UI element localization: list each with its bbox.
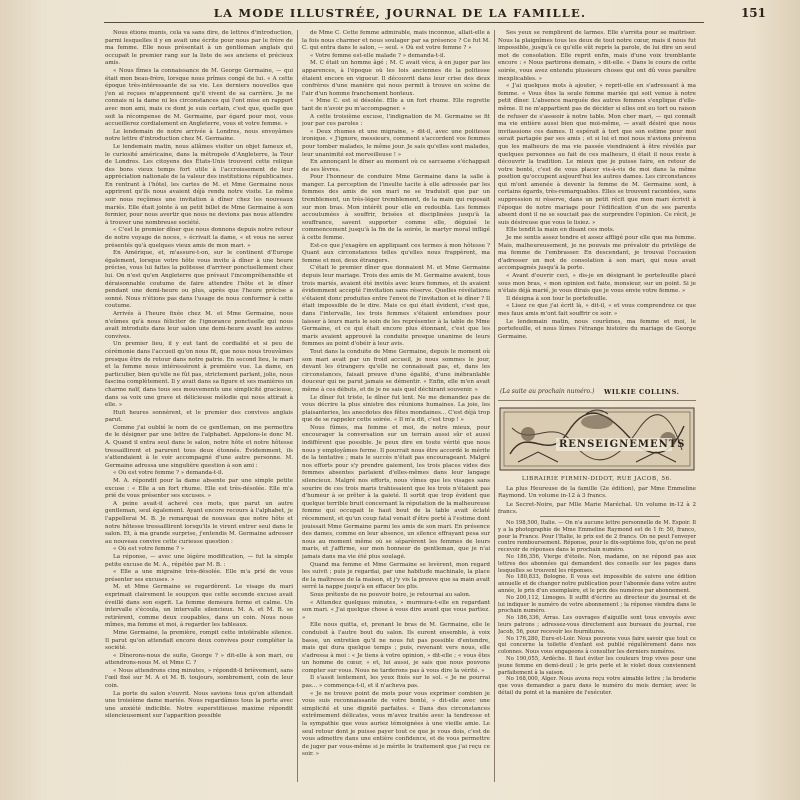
bookshop-line: LIBRAIRIE FIRMIN-DIDOT, RUE JACOB, 56. [521, 476, 673, 482]
paragraph: Le lendemain matin, nous allâmes visiter un objet fameux et, le curiosité américaine, dans la métropole d'Angleterre, la Tour de Londres. Les citoyens des États-Unis trouvent cette relique des bons vieux temps fort utile à l'accroissement de leur appréciation nationale de la valeur des institutions républicaines. En rentrant à l'hôtel, les cartes de M. et Mme Germaine nous apprirent qu'ils nous avaient déjà rendu notre visite. Le même soir nous reçûmes une invitation à dîner chez les nouveaux mariés. Elle était jointe à un petit billet de Mme Germaine à son fermier, pour nous avertir que nous ne devions pas nous attendre à trouver une nombreuse société. [105, 143, 293, 226]
paragraph: Le lendemain matin, nous courûmes, ma femme et moi, le portefeuille, et nous lûmes l'étrange histoire du mariage de George Germaine. [498, 318, 696, 340]
paragraph: No 168,000, Alger. Nous avons reçu votre aimable lettre ; la broderie que vous demandez a paru dans le numéro du mois dernier, avec le détail du point et la manière de l'exécuter. [498, 676, 696, 696]
renseignements-banner [498, 404, 696, 472]
renseignements-heading: RENSEIGNEMENTS [556, 438, 672, 451]
text-column-1 [105, 30, 293, 782]
paragraph: « Dînerons-nous de suite, George ? » dit-elle à son mari, ou attendrons-nous M. et Mme C. ? [105, 652, 293, 667]
paragraph: « Elle a une migraine très-désolée. Elle m'a prié de vous présenter ses excuses. » [105, 569, 293, 583]
paragraph: de Mme C. Cette femme admirable, mais inconnue, allait-elle à la fois nous charmer et nous soulager par sa présence ? Ce fut M. C. qui entra dans le salon, — seul. « Où est votre femme ? » [302, 30, 490, 52]
paragraph: A cette troisième excuse, l'indignation de M. Germaine se fit jour par ces paroles : [302, 113, 490, 128]
paragraph: La porte du salon s'ouvrit. Nous savions tous qu'on attendait une troisième dame mariée. Nous regardâmes tous la porte avec une anxiété indicible. Notre superstitieuse maxime répondit silencieusement sur l'apparition possible [105, 690, 293, 720]
paragraph: Nous fûmes, ma femme et moi, de notre mieux, pour encourager la conversation sur un terrain aussi sûr et aussi indifférent que possible. Je peux dire en toute vérité que nous nous y employâmes ferme. Il pourrait nous être accordé le mérite de la tentative ; mais le succès n'était pas encourageant. Malgré nos efforts pour s'y prendre gaiement, les trois places vides des femmes absentes parlaient d'elles-mêmes dans leur langage silencieux. Malgré nos efforts, nous vîmes que les visages sans sourire de ces trois maris trahissaient que les trois n'étaient pas d'humeur à se prêter à la gaieté. Il sortit que trop évident que quelque terrible bruit concernant la réputation de la malheureuse femme qui occupait le haut bout de la table avait éclaté récemment, et qu'un coup fatal venait d'être porté à l'estime dont jouissait Mme Germaine parmi les amis de son mari. En présence des dames, comme en leur absence, un silence effrayant pesa sur nous au moment même où se séparèrent les femmes de leurs maris, et j'affirme, sur mon honneur de gentleman, que je n'ai jamais dans ma vie été plus soulagé. [302, 424, 490, 560]
paragraph: « C'est le premier dîner que nous donnons depuis notre retour de notre voyage de noces, » écrivait la dame, « et vous ne serez présentés qu'à quelques vieux amis de mon mari. » [105, 227, 293, 249]
paragraph: « Avant d'ouvrir ceci, » dis-je en désignant le portefeuille placé sous mon bras, « mon opinion est faite, monsieur, sur un point. Si je n'étais déjà marié, je vous dirais que je vous envie votre femme. » [498, 273, 696, 295]
paragraph: Elle tendit la main en disant ces mots. [506, 227, 615, 234]
paragraph: « Deux rhumes et une migraine, » dit-il, avec une politesse ironique. « J'ignore, messieurs, comment s'accordent vos femmes pour tomber malades, le même jour. Je sais qu'elles sont malades, leur unanimité est merveilleuse ! » [302, 128, 490, 158]
page-number: 151 [740, 6, 766, 20]
paragraph: « Lisez ce que j'ai écrit là, » dit-il, « et vous comprendrez ce que mes faux amis m'ont fait souffrir ce soir. » [498, 303, 696, 317]
paragraph: Le lendemain de notre arrivée à Londres, nous envoyâmes notre lettre d'introduction chez M. Germaine. [105, 128, 293, 143]
article-end-rule [498, 400, 696, 401]
paragraph: Tout dans la conduite de Mme Germaine, depuis le moment où son mari avait par un froid accueil, je nous sommes le jour, devant les étrangers qu'elle ne connaissait pas, et, dans les circonstances, faisait preuve d'une égalité, d'une inébranlable douceur qui ne parut jamais se démentir. « Enfin, elle m'en avait même à ces débuts, et de je ne sais quel déchirant souvenir. » [302, 348, 490, 393]
continuation-note: (La suite au prochain numéro.) [500, 388, 595, 395]
paragraph: « Attendez quelques minutes, » murmura-t-elle en regardant son mari. « J'ai quelque chose à vous dire avant que vous partiez. » [302, 599, 490, 621]
paragraph: « Où est votre femme ? » demanda-t-il. [113, 470, 224, 477]
paragraph: Huit heures sonnèrent, et le premier des convives anglais parut. [105, 409, 293, 424]
paragraph: C'était le premier dîner que donnaient M. et Mme Germaine depuis leur mariage. Trois des amis de M. Germaine avaient, tous trois mariés, avaient été invités avec leurs femmes, et ils avaient évidemment accepté l'invitation sans réserve. Quelles révélations s'étaient donc produites entre l'envoi de l'invitation et le dîner ? Il était impossible de le dire. Mais ce qui était évident, c'est que, dans l'intervalle, les trois femmes s'étaient entendues pour laisser à leurs maris le soin de les représenter à la table de Mme Germaine, et ce qui était encore plus étonnant, c'est que les maris avaient approuvé la conduite presque unanime de leurs femmes au point d'obéir à leur avis. [302, 265, 490, 348]
column-divider [297, 30, 298, 782]
paragraph: « Nous attendrons cinq minutes, » répondit-il brièvement, sans l'œil fixé sur M. A et M. B. toujours, sombrement, coin de leur coin. [105, 667, 293, 690]
author-signature: WILKIE COLLINS. [604, 388, 680, 396]
paragraph: Comme j'ai oublié le nom de ce gentleman, on me permettra de le désigner par une lettre de l'alphabet. Appelons-le donc M. A. Quand il entra seul dans le salon, notre hôte et notre hôtesse tressaillirent et parurent tous deux étonnés. Évidemment, ils s'attendaient à le voir accompagné d'une autre personne. M. Germaine adressa une singulière question à son ami : [105, 424, 293, 469]
book-notices [498, 486, 696, 518]
paragraph: Arrivés à l'heure fixée chez M. et Mme Germaine, nous n'eûmes qu'à nous féliciter de l'ignorance ponctuelle qui nous avait introduits dans leur salon une demi-heure avant les autres convives. [105, 310, 293, 340]
paragraph: « Mme C. est si désolée. Elle a un fort rhume. Elle regrette tant de n'avoir pu m'accompagner. » [302, 98, 490, 112]
paragraph: Pour l'honneur de conduire Mme Germaine dans la salle à manger. La perception de l'insulte tacite à elle adressée par les femmes des amis de son mari ne se traduisit que par un tremblement, un très-léger tremblement, de la main qui reposait sur mon bras. Mon intérêt pour elle en redoubla. Les femmes accoutumées à souffrir, brisées et disciplinées jusqu'à la souffrance, savent supporter comme elle, déguisé le commencement jusqu'à la fin de la soirée, le martyr moral infligé à cette femme. [302, 174, 490, 242]
paragraph: M. et Mme Germaine se regardèrent. Le visage du mari exprimait clairement le soupçon que cette seconde excuse avait éveillé dans son esprit. La femme demeura ferme et calme. Un intervalle s'écoula, un intervalle silencieux. M. A. et M. B. se retirèrent, comme deux coupables, dans un coin. Nous nous mîmes, ma femme et moi, à regarder les tableaux. [105, 584, 293, 629]
paragraph: Est-ce que j'exagère en appliquant ces termes à mon hôtesse ? Quant aux circonstances telles qu'elles nous frappèrent, ma femme et moi, deux étrangers. [302, 242, 490, 264]
paragraph: « Où est votre femme ? » [113, 546, 185, 553]
paragraph: No 186,356, Vierge d'étoile. Non, madame, on ne répond pas aux lettres des abonnées qui demandent des conseils sur les pages dans lesquelles se trouvent les réponses. [498, 553, 696, 574]
paragraph: Quand ma femme et Mme Germaine se levèrent, mon regard les suivit ; puis je regardai, par une habitude machinale, la place de la maîtresse de la maison, et j'y vis la preuve que sa main avait serré la nappe jusqu'à en effacer les plis. [302, 561, 490, 591]
paragraph: « Je ne trouve point de mots pour vous exprimer combien je vous suis reconnaissante de votre bonté, » dit-elle avec une simplicité et une dignité parfaites. « Dans des circonstances extrêmement délicates, vous m'avez traitée avec la tendresse et la sympathie que vous auriez témoignées à une vieille amie. Le seul retour dont je puisse payer tout ce que je vous dois, c'est de vous admettre dans une entière confidence, et de vous permettre de juger par vous-même si je mérite le traitement que j'ai reçu ce soir. » [302, 690, 490, 758]
paragraph: No 180,833, Bologne. Il vous est impossible de suivre une édition annuelle et de changer notre publication pour l'abonnée dans votre autre année, le prix d'un exemplaire, et le prix des numéros par abonnement. [498, 574, 696, 594]
paragraph: Nous étions munis, cela va sans dire, de lettres d'introduction, parmi lesquelles il y en avait une écrite pour nous par le frère de ma femme. Elle nous présentait à un gentleman anglais qui occupait le premier rang sur la liste de ses anciens et précieux amis. [105, 30, 293, 67]
paragraph: « Votre femme est-elle malade ? » demanda-t-il. [310, 52, 446, 59]
paragraph: Je me sentis assez tendre et assez affligé pour elle que ma femme. Mais, malheureusement, je ne pouvais me prévaloir du privilège de ma femme de l'embrasser. En descendant, je trouvai l'occasion d'adresser un mot de consolation à son mari, qui nous avait accompagnés jusqu'à la porte. [498, 235, 696, 272]
paragraph: Le Secret-Noire, par Mlle Marie Maréchal. Un volume in-12 à 2 francs. [498, 502, 696, 515]
text-column-3 [498, 30, 696, 386]
paragraph: Il s'assit lentement, les yeux fixés sur le sol. « Je ne pourrai pas... » commença-t-il, et il n'acheva pas. [302, 675, 490, 690]
paragraph: No 198,500, Italie. — On n'a aucune lettre personnelle de M. Espoir. Il y a la photographie de Mme Emmeline Raymond est de 1 fr. 50, franco, pour la France. Pour l'Italie, le prix est de 2 francs. On ne peut l'envoyer contre remboursement. Réponse, pour le dix-septième fois, qu'on ne peut recevoir de réponses dans le prochain numéro. [498, 520, 696, 554]
paragraph: No 190,055, Ardèche. Il faut éviter les couleurs trop vives pour une jeune femme en demi-deuil ; le gris perle et le violet doux conviennent parfaitement à la saison. [498, 655, 696, 676]
paragraph: Le dîner fut triste, le dîner fut lent. Ne me demandez pas de vous décrire la plus sinistre des réunions humaines. La joie, les plaisanteries, les anecdotes des fêtes mondaines... C'est déjà trop que de se rappeler cette soirée. « Il m'a dit, c'est trop ! » [302, 394, 490, 424]
column-divider [494, 30, 495, 782]
paragraph: « J'ai quelques mots à ajouter, » reprit-elle en s'adressant à ma femme. « Vous êtes la seule femme mariée qui soit venue à notre petit dîner. L'absence marquée des autres femmes s'explique d'elle-même. Il ne m'appartient pas de décider si elles ont eu tort ou raison de refuser de s'asseoir à notre table. Mon cher mari, — qui connaît ma vie entière aussi bien que moi-même, — avait désiré que nous invitassions ces dames. Il espérait à tort que son estime pour moi serait partagée par ses amis ; et si lui et moi nous n'avions prévenu que les malheurs de ma vie passée viendraient à être révélés par quelques personnes au fait de ces malheurs, il était il nous reste à découvrir la tradition. Le mieux que je puisse faire, en retour de votre bonté, c'est de vous placer vis-à-vis de moi dans la même position qu'occupent aujourd'hui les autres dames. Les circonstances qui m'ont amenée à devenir la femme de M. Germaine sont, à certains égards, très-remarquables. Elles se trouvent racontées, sans suppression ni réserve, dans un petit récit que mon mari écrivit à l'époque de notre mariage pour l'édification d'un de ses parents absent dont il ne se souciait pas de surprendre l'opinion. Ce récit, je suis désireuse que vous le lisiez. » [498, 83, 696, 226]
running-header [0, 4, 800, 24]
paragraph: No 200,112, Limoges. Il suffit d'écrire au directeur du journal et de lui indiquer le numéro de votre abonnement ; la réponse viendra dans le prochain numéro. [498, 594, 696, 615]
paragraph: En annonçant le dîner au moment où ce sarcasme s'échappait de ses lèvres. [302, 159, 490, 173]
paragraph: Mme Germaine, la première, rompit cette intolérable silence. Il parut qu'on attendait encore deux convives pour compléter la société. [105, 629, 293, 652]
paragraph: La réponse, — avec une légère modification, — fut la simple petite excuse de M. A., répétée par M. B. : [105, 553, 293, 568]
paragraph: No 186,336, Arras. Les ouvrages d'aiguille sont tous envoyés avec leurs patrons ; adressez-vous directement aux bureaux du journal, rue Jacob, 56, pour recevoir les fournitures. [498, 615, 696, 635]
paragraph: Ses yeux se remplirent de larmes. Elle s'arrêta pour se maîtriser. Nous la plaignîmes tous les deux de tout notre cœur, mais il nous fut impossible, jusqu'à ce qu'elle eût repris la parole, de lui dire un seul mot de consolation. Elle reprit enfin, mais d'une voix tremblante encore : « Nous partirons demain, » dit-elle. « Dans le cours de cette soirée, vous avez entendu plusieurs choses qui ont dû vous paraître inexplicables. » [498, 30, 696, 82]
paragraph: Sous prétexte de ne pouvoir boire, je retournai au salon. [310, 591, 471, 598]
notices-rule [540, 516, 660, 517]
reader-answers [498, 520, 696, 782]
journal-title: LA MODE ILLUSTRÉE, JOURNAL DE LA FAMILLE. [213, 6, 587, 20]
text-column-2 [302, 30, 490, 782]
paragraph: Elle nous quitta, et, prenant le bras de M. Germaine, elle le conduisit à l'autre bout du salon. Ils eurent ensemble, à voix basse, un entretien qu'il ne nous fut pas possible d'entendre, mais qui dura quelque temps ; puis, revenant vers nous, elle s'adressa à moi : « Je tiens à votre opinion, » dit-elle ; « vous êtes un homme de cœur, » et, lui aussi, je sais que nous pouvons compter sur vous. Nous ne tarderons pas à vous dire la vérité. » [302, 622, 490, 674]
paragraph: M. A. répondit pour la dame absente par une simple petite excuse : « Elle a un fort rhume. Elle est très-désolée. Elle m'a prié de vous présenter ses excuses. » [105, 478, 293, 500]
paragraph: A peine avait-il achevé ces mots, que parut un autre gentleman, seul également. Ayant encore recours à l'alphabet, je l'appellerai M. B. Je remarquai de nouveau que notre hôte et notre hôtesse tressaillirent lorsqu'ils le virent entrer seul dans le salon. Et, à ma grande surprise, j'entendis M. Germaine adresser au nouveau convive cette curieuse question : [105, 500, 293, 545]
header-rule [104, 22, 704, 23]
paragraph: Un premier lieu, il y eut tant de cordialité et si peu de cérémonie dans l'accueil qu'on nous fit, que nous nous trouvâmes presque être de retour dans notre patrie. En second lieu, le mari et la femme nous intéressèrent à première vue. La dame, en particulier, bien qu'elle ne fût pas, strictement parlant, jolie, nous fascina complètement. Il y avait dans sa figure et ses manières un charme naïf, dans tous ses mouvements une simplicité gracieuse, dans sa voix une grave et délicieuse mélodie qui nous attirait à elle. » [105, 341, 293, 409]
paragraph: No 176,280, Eure-et-Loir. Nous pouvons vous faire savoir que tout ce qui concerne la toilette d'enfant est publié régulièrement dans nos colonnes. Nous vous engageons à consulter les derniers numéros. [498, 635, 696, 656]
paragraph: La plus Heureuse de la famille (2e édition), par Mme Emmeline Raymond. Un volume in-12 à 3 francs. [498, 486, 696, 499]
paragraph: M. C était un homme âgé ; M. C avait vécu, à en juger par les apparences, à l'époque où les lois anciennes de la politesse étaient encore en vigueur. Il découvrit dans leur crise des deux confrères d'une manière qui nous permit à trouve en scène de l'air d'un homme franchement honteux. [302, 60, 490, 97]
paragraph: En Amérique, et, m'assure-t-on, sur le continent d'Europe également, lorsque votre hôte vous invite à dîner à une heure précise, vous lui faites la politesse d'arriver ponctuellement chez lui. On n'est qu'en Angleterre que prévaut l'incompréhensible et déraisonnable coutume de faire attendre l'hôte et le dîner pendant une demi-heure ou plus, après que l'heure précise a sonné. Nous n'étions pas dans l'usage de nous conformer à cette coutume. [105, 250, 293, 310]
paragraph: « Nous fîmes la connaissance de M. George Germaine, — qui était mon beau-frère, lorsque nous prîmes congé de lui. « A cette époque très-intéressante de sa vie. Les derniers nouvelles que j'en ai reçues m'apprennent qu'il vivent de sa carrière. Je ne connais ni la dame ni les circonstances qui l'ont mise en rapport avec mon ami, mais ce dont je suis certain, c'est que, quelle que soit la récompense de M. Germaine, par égard pour moi, vous accueillerez cordialement en Angleterre, vous et votre femme. » [105, 67, 293, 128]
paragraph: Il désigna à son tour le portefeuille. [506, 295, 608, 302]
